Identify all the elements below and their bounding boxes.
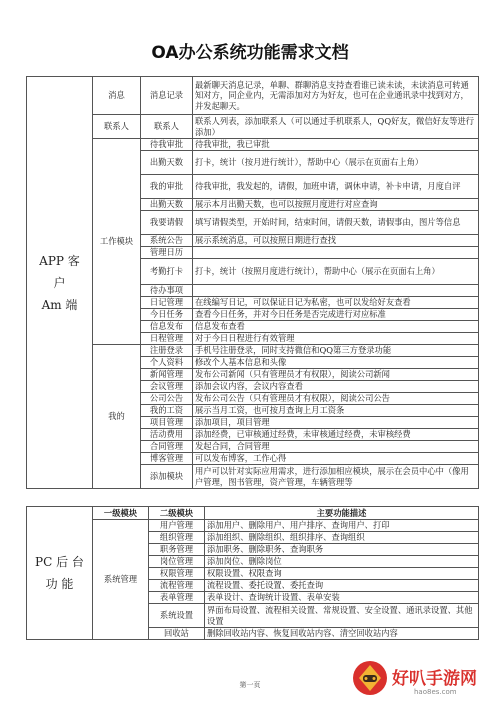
category-cell: 工作模块 — [93, 139, 141, 345]
submodule-cell: 联系人 — [141, 115, 193, 139]
description-cell: 填写请假类型，开始时间，结束时间，请假天数，请假事由，图片等信息 — [193, 211, 479, 235]
page-footer: 第一页 — [239, 681, 261, 689]
submodule-cell: 信息发布 — [141, 321, 193, 333]
submodule-cell: 新闻管理 — [141, 369, 193, 381]
submodule-cell: 管理日历 — [141, 247, 193, 259]
description-cell: 表单设计、查询统计设置、表单安装 — [205, 592, 479, 604]
submodule-cell: 用户管理 — [149, 520, 205, 532]
pc-group-label: PC 后 台 功 能 — [27, 507, 93, 640]
submodule-cell: 合同管理 — [141, 441, 193, 453]
submodule-cell: 回收站 — [149, 628, 205, 640]
submodule-cell: 待我审批 — [141, 139, 193, 151]
submodule-cell: 日程管理 — [141, 333, 193, 345]
pc-function-table — [26, 506, 479, 640]
submodule-cell: 考勤打卡 — [141, 259, 193, 285]
description-cell: 在线编写日记，可以保证日记为私密，也可以发给好友查看 — [193, 297, 479, 309]
description-cell — [193, 247, 479, 259]
description-cell: 展示系统消息，可以按照日期进行查找 — [193, 235, 479, 247]
submodule-cell: 系统设置 — [149, 604, 205, 628]
submodule-cell: 出勤天数 — [141, 151, 193, 175]
submodule-cell: 组织管理 — [149, 532, 205, 544]
submodule-cell: 博客管理 — [141, 453, 193, 465]
table-row — [27, 115, 479, 139]
submodule-cell: 个人资料 — [141, 357, 193, 369]
description-cell: 界面布局设置、流程相关设置、常规设置、安全设置、通讯录设置、其他设置 — [205, 604, 479, 628]
submodule-cell: 表单管理 — [149, 592, 205, 604]
description-cell: 打卡，统计（按月进行统计），帮助中心（展示在页面右上角） — [193, 151, 479, 175]
watermark-subtext: hao8es.com — [414, 688, 457, 696]
description-cell: 待我审批，我发起的，请假，加班申请，调休申请，补卡申请，月度自评 — [193, 175, 479, 199]
submodule-cell: 我的审批 — [141, 175, 193, 199]
app-function-table — [26, 76, 479, 489]
submodule-cell: 权限管理 — [149, 568, 205, 580]
description-cell: 添加经费，已审核通过经费，未审核通过经费，未审核经费 — [193, 429, 479, 441]
submodule-cell: 添加模块 — [141, 465, 193, 489]
description-cell: 流程设置、委托设置、委托查询 — [205, 580, 479, 592]
category-cell: 联系人 — [93, 115, 141, 139]
description-cell: 信息发布查看 — [193, 321, 479, 333]
description-cell: 可以发布博客，工作心得 — [193, 453, 479, 465]
description-cell: 添加职务、删除职务、查询职务 — [205, 544, 479, 556]
submodule-cell: 岗位管理 — [149, 556, 205, 568]
description-cell: 发起合同，合同管理 — [193, 441, 479, 453]
submodule-cell: 活动费用 — [141, 429, 193, 441]
description-cell: 用户可以针对实际应用需求，进行添加相应模块，展示在会员中心中（像用户管理，图书管理，资产管理，车辆管理等 — [193, 465, 479, 489]
description-cell: 展示当月工资，也可按月查询上月工资条 — [193, 405, 479, 417]
description-cell: 添加岗位、删除岗位 — [205, 556, 479, 568]
description-cell: 修改个人基本信息和头像 — [193, 357, 479, 369]
submodule-cell: 今日任务 — [141, 309, 193, 321]
submodule-cell: 我的工资 — [141, 405, 193, 417]
table-row — [27, 345, 479, 357]
submodule-cell: 消息记录 — [141, 77, 193, 115]
header-level2: 二级模块 — [149, 507, 205, 520]
description-cell: 添加项目，项目管理 — [193, 417, 479, 429]
table-header-row — [27, 507, 479, 520]
controller-logo-icon — [352, 660, 388, 696]
category-cell: 我的 — [93, 345, 141, 489]
description-cell: 发布公司公告（只有管理员才有权限），阅读公司公告 — [193, 393, 479, 405]
submodule-cell: 系统公告 — [141, 235, 193, 247]
category-cell: 消息 — [93, 77, 141, 115]
description-cell: 权限设置、权限查询 — [205, 568, 479, 580]
submodule-cell: 注册登录 — [141, 345, 193, 357]
site-watermark — [352, 658, 497, 704]
submodule-cell: 项目管理 — [141, 417, 193, 429]
submodule-cell: 会议管理 — [141, 381, 193, 393]
description-cell: 添加用户、删除用户、用户排序、查询用户、打印 — [205, 520, 479, 532]
description-cell: 联系人列表，添加联系人（可以通过手机联系人，QQ好友，微信好友等进行添加） — [193, 115, 479, 139]
system-management-cell: 系统管理 — [93, 520, 149, 640]
table-row — [27, 139, 479, 151]
watermark-text: 好叭手游网 — [392, 669, 477, 689]
submodule-cell: 日记管理 — [141, 297, 193, 309]
description-cell — [193, 285, 479, 297]
description-cell: 对于今日日程进行有效管理 — [193, 333, 479, 345]
submodule-cell: 公司公告 — [141, 393, 193, 405]
table-row — [27, 77, 479, 115]
app-group-label: APP 客 户 Am 端 — [27, 77, 93, 489]
description-cell: 展示本月出勤天数，也可以按照月度进行对应查询 — [193, 199, 479, 211]
description-cell: 删除回收站内容、恢复回收站内容、清空回收站内容 — [205, 628, 479, 640]
submodule-cell: 职务管理 — [149, 544, 205, 556]
header-desc: 主要功能描述 — [205, 507, 479, 520]
description-cell: 最新聊天消息记录，单聊、群聊消息支持查看谁已读未读，未读消息可转通知对方，同企业内，无需添加对方为好友，也可在企业通讯录中找到对方，并发起聊天。 — [193, 77, 479, 115]
description-cell: 发布公司新闻（只有管理员才有权限），阅读公司新闻 — [193, 369, 479, 381]
submodule-cell: 出勤天数 — [141, 199, 193, 211]
submodule-cell: 我要请假 — [141, 211, 193, 235]
table-row — [27, 520, 479, 532]
description-cell: 添加组织、删除组织、组织排序、查询组织 — [205, 532, 479, 544]
header-level1: 一级模块 — [93, 507, 149, 520]
document-title: OA办公系统功能需求文档 — [151, 43, 349, 63]
submodule-cell: 流程管理 — [149, 580, 205, 592]
description-cell: 手机号注册登录，同时支持微信和QQ第三方登录功能 — [193, 345, 479, 357]
description-cell: 待我审批，我已审批 — [193, 139, 479, 151]
submodule-cell: 待办事项 — [141, 285, 193, 297]
description-cell: 添加会议内容，会议内容查看 — [193, 381, 479, 393]
description-cell: 打卡，统计（按照月度进行统计），帮助中心（展示在页面右上角） — [193, 259, 479, 285]
description-cell: 查看今日任务，并对今日任务是否完成进行对应标准 — [193, 309, 479, 321]
